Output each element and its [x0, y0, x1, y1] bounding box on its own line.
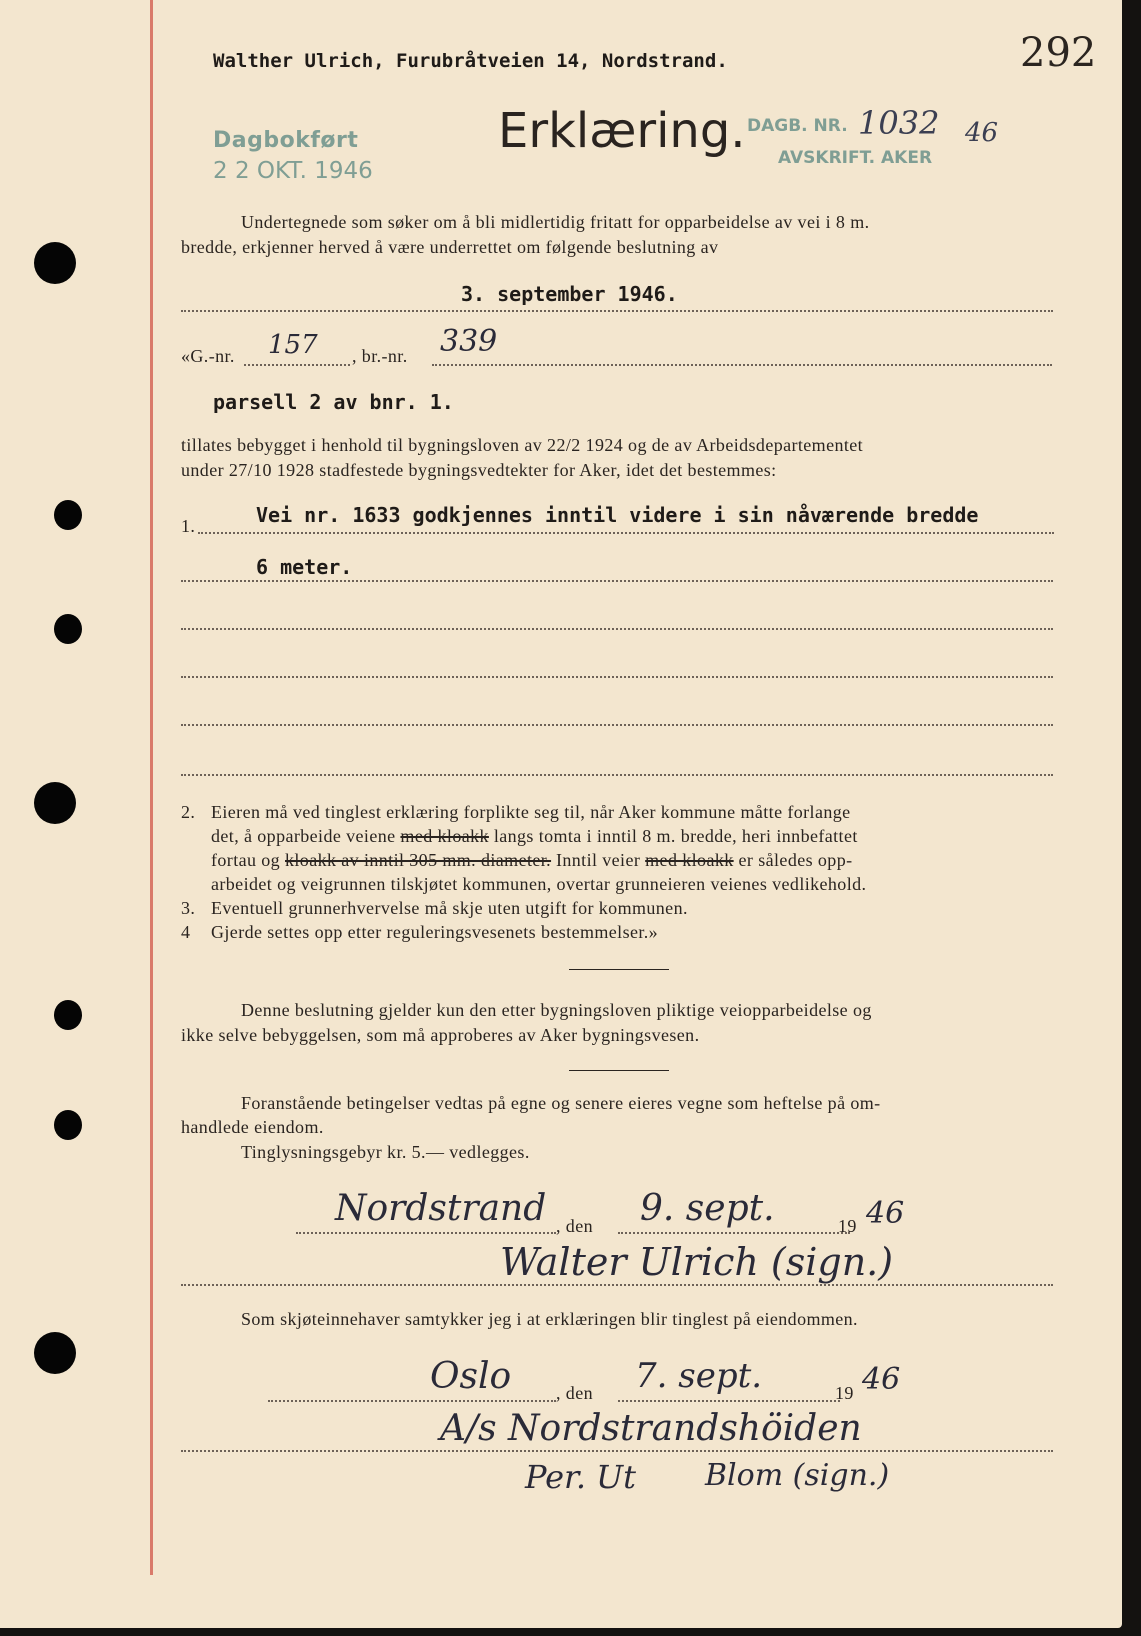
signature-2-name: Blom (sign.) — [705, 1458, 890, 1493]
dotted-line — [181, 676, 1053, 678]
consent-text: Som skjøteinnehaver samtykker jeg i at erklæringen blir tinglest på eiendommen. — [241, 1309, 858, 1329]
signature-1-place: Nordstrand — [335, 1188, 547, 1229]
text-segment: Inntil veier — [555, 850, 641, 870]
dotted-line — [244, 364, 350, 366]
signature-2-year: 46 — [862, 1362, 901, 1397]
dotted-line — [296, 1232, 556, 1234]
dotted-line — [181, 774, 1053, 776]
scope-line-1: Denne beslutning gjelder kun den etter bygningsloven pliktige veiopparbeidelse og — [241, 1000, 872, 1020]
signature-1-year-prefix: 19 — [838, 1216, 857, 1236]
condition-3-text: Eventuell grunnerhvervelse må skje uten utgift for kommunen. — [211, 898, 688, 918]
condition-4-text: Gjerde settes opp etter reguleringsvesenets bestemmelser.» — [211, 922, 659, 942]
text-segment: fortau og — [211, 850, 281, 870]
sender-address: Walther Ulrich, Furubråtveien 14, Nordstrand. — [213, 50, 728, 72]
struck-text: med kloakk — [645, 850, 734, 870]
stamp-dagbokfort: Dagbokført — [213, 128, 359, 153]
dagb-label: DAGB. NR. — [747, 116, 848, 136]
parcel-text: parsell 2 av bnr. 1. — [213, 390, 454, 414]
scope-line-2: ikke selve bebyggelsen, som må approberes av Aker bygningsvesen. — [181, 1025, 700, 1045]
text-segment: langs tomta i inntil 8 m. bredde, heri innbefattet — [493, 826, 858, 846]
text-segment: er således opp- — [738, 850, 853, 870]
punch-hole-5 — [54, 1000, 82, 1030]
bnr-value: 339 — [440, 324, 498, 359]
condition-2-line-4: arbeidet og veigrunnen tilskjøtet kommunen, overtar grunneieren veienes vedlikehold. — [211, 874, 867, 894]
signature-1-date: 9. sept. — [640, 1188, 775, 1229]
dotted-line — [618, 1232, 850, 1234]
signature-1-name: Walter Ulrich (sign.) — [500, 1240, 894, 1284]
punch-hole-1 — [34, 242, 76, 284]
gnr-value: 157 — [268, 330, 318, 360]
signature-2-place: Oslo — [430, 1356, 512, 1397]
page-number: 292 — [1020, 30, 1097, 76]
punch-hole-4 — [34, 782, 76, 824]
intro-line-2: bredde, erkjenner herved å være underrettet om følgende beslutning av — [181, 237, 719, 257]
condition-3-number: 3. — [181, 898, 196, 918]
signature-2-den: , den — [556, 1383, 593, 1403]
condition-1-line-2: 6 meter. — [256, 555, 353, 579]
page-title: Erklæring. — [498, 103, 746, 159]
dagb-suffix: 46 — [965, 118, 999, 148]
permit-line-2: under 27/10 1928 stadfestede bygningsvedtekter for Aker, idet det bestemmes: — [181, 460, 777, 480]
divider — [569, 1070, 669, 1071]
avskrift-stamp: AVSKRIFT. AKER — [778, 148, 933, 168]
gnr-label: «G.-nr. — [181, 346, 235, 366]
text-segment: det, å opparbeide veiene — [211, 826, 396, 846]
stamp-date: 2 2 OKT. 1946 — [213, 158, 373, 184]
signature-2-company: A/s Nordstrandshöiden — [440, 1408, 862, 1449]
fee-text: Tinglysningsgebyr kr. 5.— vedlegges. — [241, 1142, 530, 1162]
divider — [569, 969, 669, 970]
signature-1-den: , den — [556, 1216, 593, 1236]
condition-2-line-1: Eieren må ved tinglest erklæring forplikte seg til, når Aker kommune måtte forlange — [211, 802, 851, 822]
condition-1-number: 1. — [181, 516, 196, 536]
decision-date: 3. september 1946. — [461, 282, 678, 306]
dotted-line — [181, 310, 1053, 312]
dotted-line — [181, 580, 1053, 582]
dotted-line — [181, 724, 1053, 726]
signature-2-date: 7. sept. — [635, 1356, 763, 1396]
condition-2-line-2 — [211, 826, 858, 847]
punch-hole-2 — [54, 500, 82, 530]
dotted-line — [432, 364, 1052, 366]
intro-line-1: Undertegnede som søker om å bli midlertidig fritatt for opparbeidelse av vei i 8 m. — [241, 212, 870, 232]
dotted-line — [181, 628, 1053, 630]
dotted-line — [268, 1400, 556, 1402]
signature-2-year-prefix: 19 — [835, 1383, 854, 1403]
condition-4-number: 4 — [181, 922, 191, 942]
red-margin-line — [150, 0, 153, 1575]
obligations-line-1: Foranstående betingelser vedtas på egne og senere eieres vegne som heftelse på om- — [241, 1093, 881, 1113]
signature-1-year: 46 — [866, 1196, 905, 1231]
obligations-line-2: handlede eiendom. — [181, 1117, 324, 1137]
dotted-line — [198, 532, 1054, 534]
dotted-line — [618, 1400, 840, 1402]
dotted-line — [181, 1284, 1053, 1286]
punch-hole-7 — [34, 1332, 76, 1374]
punch-hole-6 — [54, 1110, 82, 1140]
dagb-number: 1032 — [858, 104, 940, 142]
punch-hole-3 — [54, 614, 82, 644]
condition-1-line-1: Vei nr. 1633 godkjennes inntil videre i sin nåværende bredde — [256, 503, 979, 527]
condition-2-line-3 — [211, 850, 853, 871]
condition-2-number: 2. — [181, 802, 196, 822]
dotted-line — [181, 1450, 1053, 1452]
signature-2-per: Per. Ut — [525, 1458, 636, 1496]
bnr-label: , br.-nr. — [352, 346, 408, 366]
permit-line-1: tillates bebygget i henhold til bygningsloven av 22/2 1924 og de av Arbeidsdepartementet — [181, 435, 864, 455]
struck-text: kloakk av inntil 305 mm. diameter. — [285, 850, 552, 870]
struck-text: med kloakk — [400, 826, 489, 846]
